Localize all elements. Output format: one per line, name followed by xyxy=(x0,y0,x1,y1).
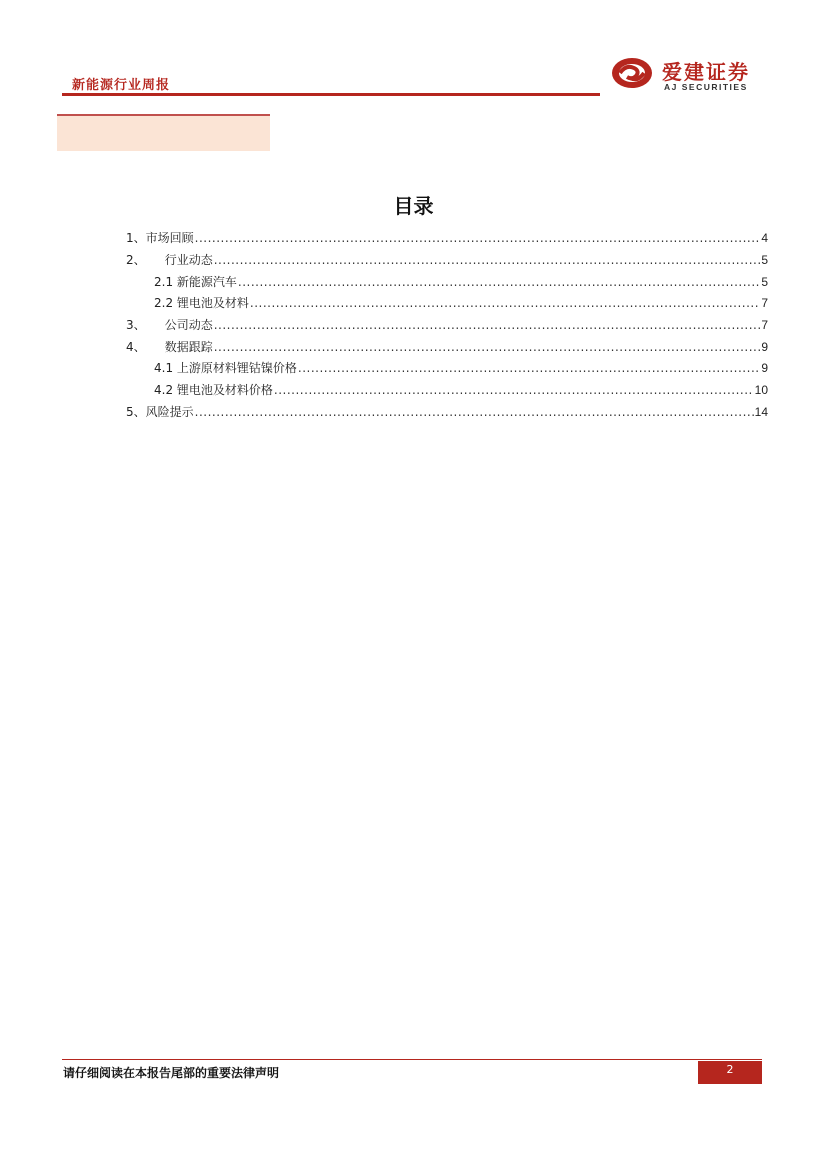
toc-entry-text: 锂电池及材料价格 xyxy=(173,383,273,397)
logo-english-name: AJ SECURITIES xyxy=(664,82,748,92)
footer-divider xyxy=(62,1059,762,1060)
toc-entry-page: 14 xyxy=(754,405,768,419)
page-number: 2 xyxy=(698,1061,762,1084)
toc-entry-number: 3、 xyxy=(126,318,146,332)
toc-entry-text: 公司动态 xyxy=(145,318,213,332)
toc-entry-battery-prices[interactable] xyxy=(154,381,768,399)
toc-leader-dots xyxy=(195,231,761,245)
toc-entry-text: 新能源汽车 xyxy=(173,275,237,289)
toc-entry-market-review[interactable] xyxy=(126,229,768,247)
header-divider xyxy=(62,93,600,96)
toc-leader-dots xyxy=(195,405,754,419)
toc-entry-number: 1、 xyxy=(126,231,146,245)
toc-entry-number: 4.2 xyxy=(154,383,174,397)
toc-entry-page: 9 xyxy=(761,340,768,354)
logo-mark-icon xyxy=(610,56,654,90)
toc-entry-text: 风险提示 xyxy=(145,405,194,419)
toc-leader-dots xyxy=(214,318,761,332)
toc-entry-page: 4 xyxy=(761,231,768,245)
toc-leader-dots xyxy=(238,275,760,289)
toc-leader-dots xyxy=(298,361,760,375)
toc-entry-company-news[interactable] xyxy=(126,316,768,334)
toc-entry-page: 7 xyxy=(761,296,768,310)
toc-entry-page: 5 xyxy=(761,253,768,267)
toc-leader-dots xyxy=(214,253,761,267)
toc-entry-text: 数据跟踪 xyxy=(145,340,213,354)
toc-entry-industry-news[interactable] xyxy=(126,251,768,269)
company-logo xyxy=(610,54,770,94)
toc-entry-raw-material-prices[interactable] xyxy=(154,359,768,377)
toc-entry-text: 行业动态 xyxy=(145,253,213,267)
toc-entry-text: 上游原材料锂钴镍价格 xyxy=(173,361,297,375)
toc-entry-data-tracking[interactable] xyxy=(126,338,768,356)
report-title: 新能源行业周报 xyxy=(72,78,171,93)
toc-entry-number: 2.2 xyxy=(154,296,174,310)
toc-entry-text: 锂电池及材料 xyxy=(173,296,249,310)
toc-entry-page: 10 xyxy=(754,383,768,397)
toc-leader-dots xyxy=(274,383,754,397)
toc-leader-dots xyxy=(214,340,761,354)
toc-entry-number: 5、 xyxy=(126,405,146,419)
toc-entry-number: 2、 xyxy=(126,253,146,267)
toc-entry-number: 4、 xyxy=(126,340,146,354)
legal-disclaimer: 请仔细阅读在本报告尾部的重要法律声明 xyxy=(63,1066,280,1080)
section-shade-box xyxy=(57,114,270,151)
toc-entry-number: 2.1 xyxy=(154,275,174,289)
logo-chinese-name: 爱建证券 xyxy=(662,60,750,84)
toc-entry-page: 5 xyxy=(761,275,768,289)
toc-title: 目录 xyxy=(393,194,434,218)
toc-entry-text: 市场回顾 xyxy=(145,231,194,245)
toc-entry-lithium-battery[interactable] xyxy=(154,294,768,312)
toc-entry-page: 9 xyxy=(761,361,768,375)
toc-entry-page: 7 xyxy=(761,318,768,332)
toc-leader-dots xyxy=(250,296,760,310)
toc-entry-nev[interactable] xyxy=(154,273,768,291)
toc-entry-number: 4.1 xyxy=(154,361,174,375)
toc-entry-risk-warning[interactable] xyxy=(126,403,768,421)
